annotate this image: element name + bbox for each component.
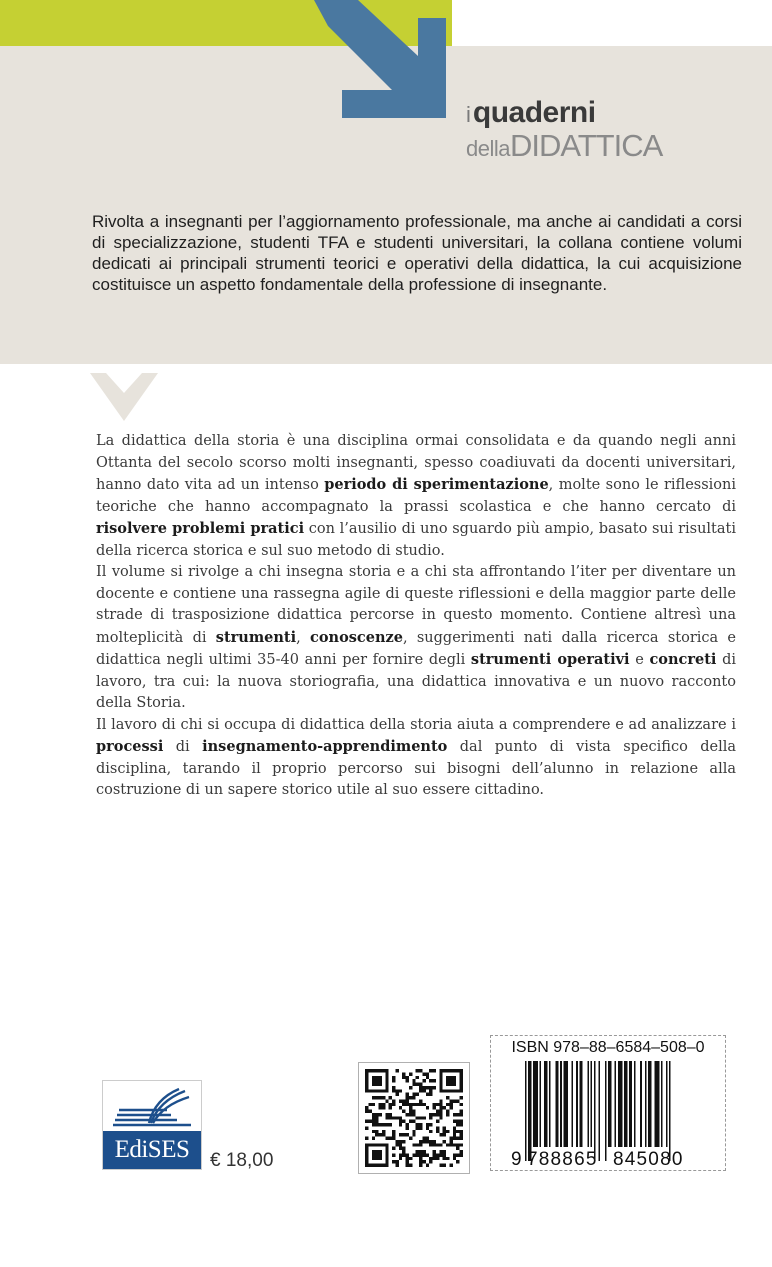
- publisher-logo: [102, 1080, 202, 1170]
- publisher-name: EdiSES: [114, 1136, 190, 1163]
- series-logo: [466, 98, 662, 161]
- isbn-digits-left: 788865: [527, 1149, 598, 1169]
- qr-code-frame: [358, 1062, 470, 1174]
- isbn-label: ISBN 978–88–6584–508–0: [511, 1039, 705, 1056]
- series-name-didattica: DIDATTICA: [509, 128, 663, 163]
- chevron-down-icon: [90, 373, 158, 421]
- series-name-della: della: [466, 136, 510, 161]
- isbn-digits-right: 845080: [613, 1149, 684, 1169]
- qr-code-icon: [365, 1069, 463, 1167]
- isbn-digit-first: 9: [511, 1149, 522, 1169]
- open-book-icon: [111, 1087, 193, 1129]
- price: € 18,00: [210, 1150, 274, 1171]
- series-name-i: i: [466, 102, 471, 127]
- isbn-barcode: [490, 1035, 726, 1171]
- description-paragraph-2: Il volume si rivolge a chi insegna storia e a chi sta affrontando l’iter per diventare un docente e contiene una rassegna agile di queste riflessioni e della maggior parte delle strade di trasposizione didattica percorse in questo momento. Contiene altresì una molteplicità di strumenti, conoscenze, suggerimenti nati dalla ricerca storica e didattica negli ultimi 35-40 anni per fornire degli strumenti operativi e concreti di lavoro, tra cui: la nuova storiografia, una didattica innovativa e un nuovo racconto della Storia.: [96, 564, 737, 711]
- arrow-icon: [300, 0, 460, 130]
- barcode-icon: [509, 1061, 709, 1169]
- series-description: Rivolta a insegnanti per l’aggiornamento professionale, ma anche ai candidati a corsi di specializzazione, studenti TFA e studenti universitari, la collana contiene volumi dedicati ai principali strumenti teorici e operativi della didattica, la cui acquisizione costituisce un aspetto fondamentale della professione di insegnante.: [92, 212, 742, 294]
- white-corner-tab: [452, 0, 772, 46]
- series-name-quaderni: quaderni: [472, 96, 596, 129]
- book-description: [96, 431, 736, 802]
- description-paragraph-1: La didattica della storia è una disciplina ormai consolidata e da quando negli anni Ottanta del secolo scorso molti insegnanti, spesso coadiuvati da docenti universitari, hanno dato vita ad un intenso periodo di sperimentazione, molte sono le riflessioni teoriche che hanno accompagnato la prassi scolastica e che hanno cercato di risolvere problemi pratici con l’ausilio di uno sguardo più ampio, basato sui risultati della ricerca storica e sul suo metodo di studio.: [96, 433, 737, 559]
- description-paragraph-3: Il lavoro di chi si occupa di didattica della storia aiuta a comprendere e ad analizzare i processi di insegnamento-apprendimento dal punto di vista specifico della disciplina, tarando il proprio percorso sui bisogni dell’alunno in relazione alla costruzione di un sapere storico utile al suo essere cittadino.: [96, 716, 737, 798]
